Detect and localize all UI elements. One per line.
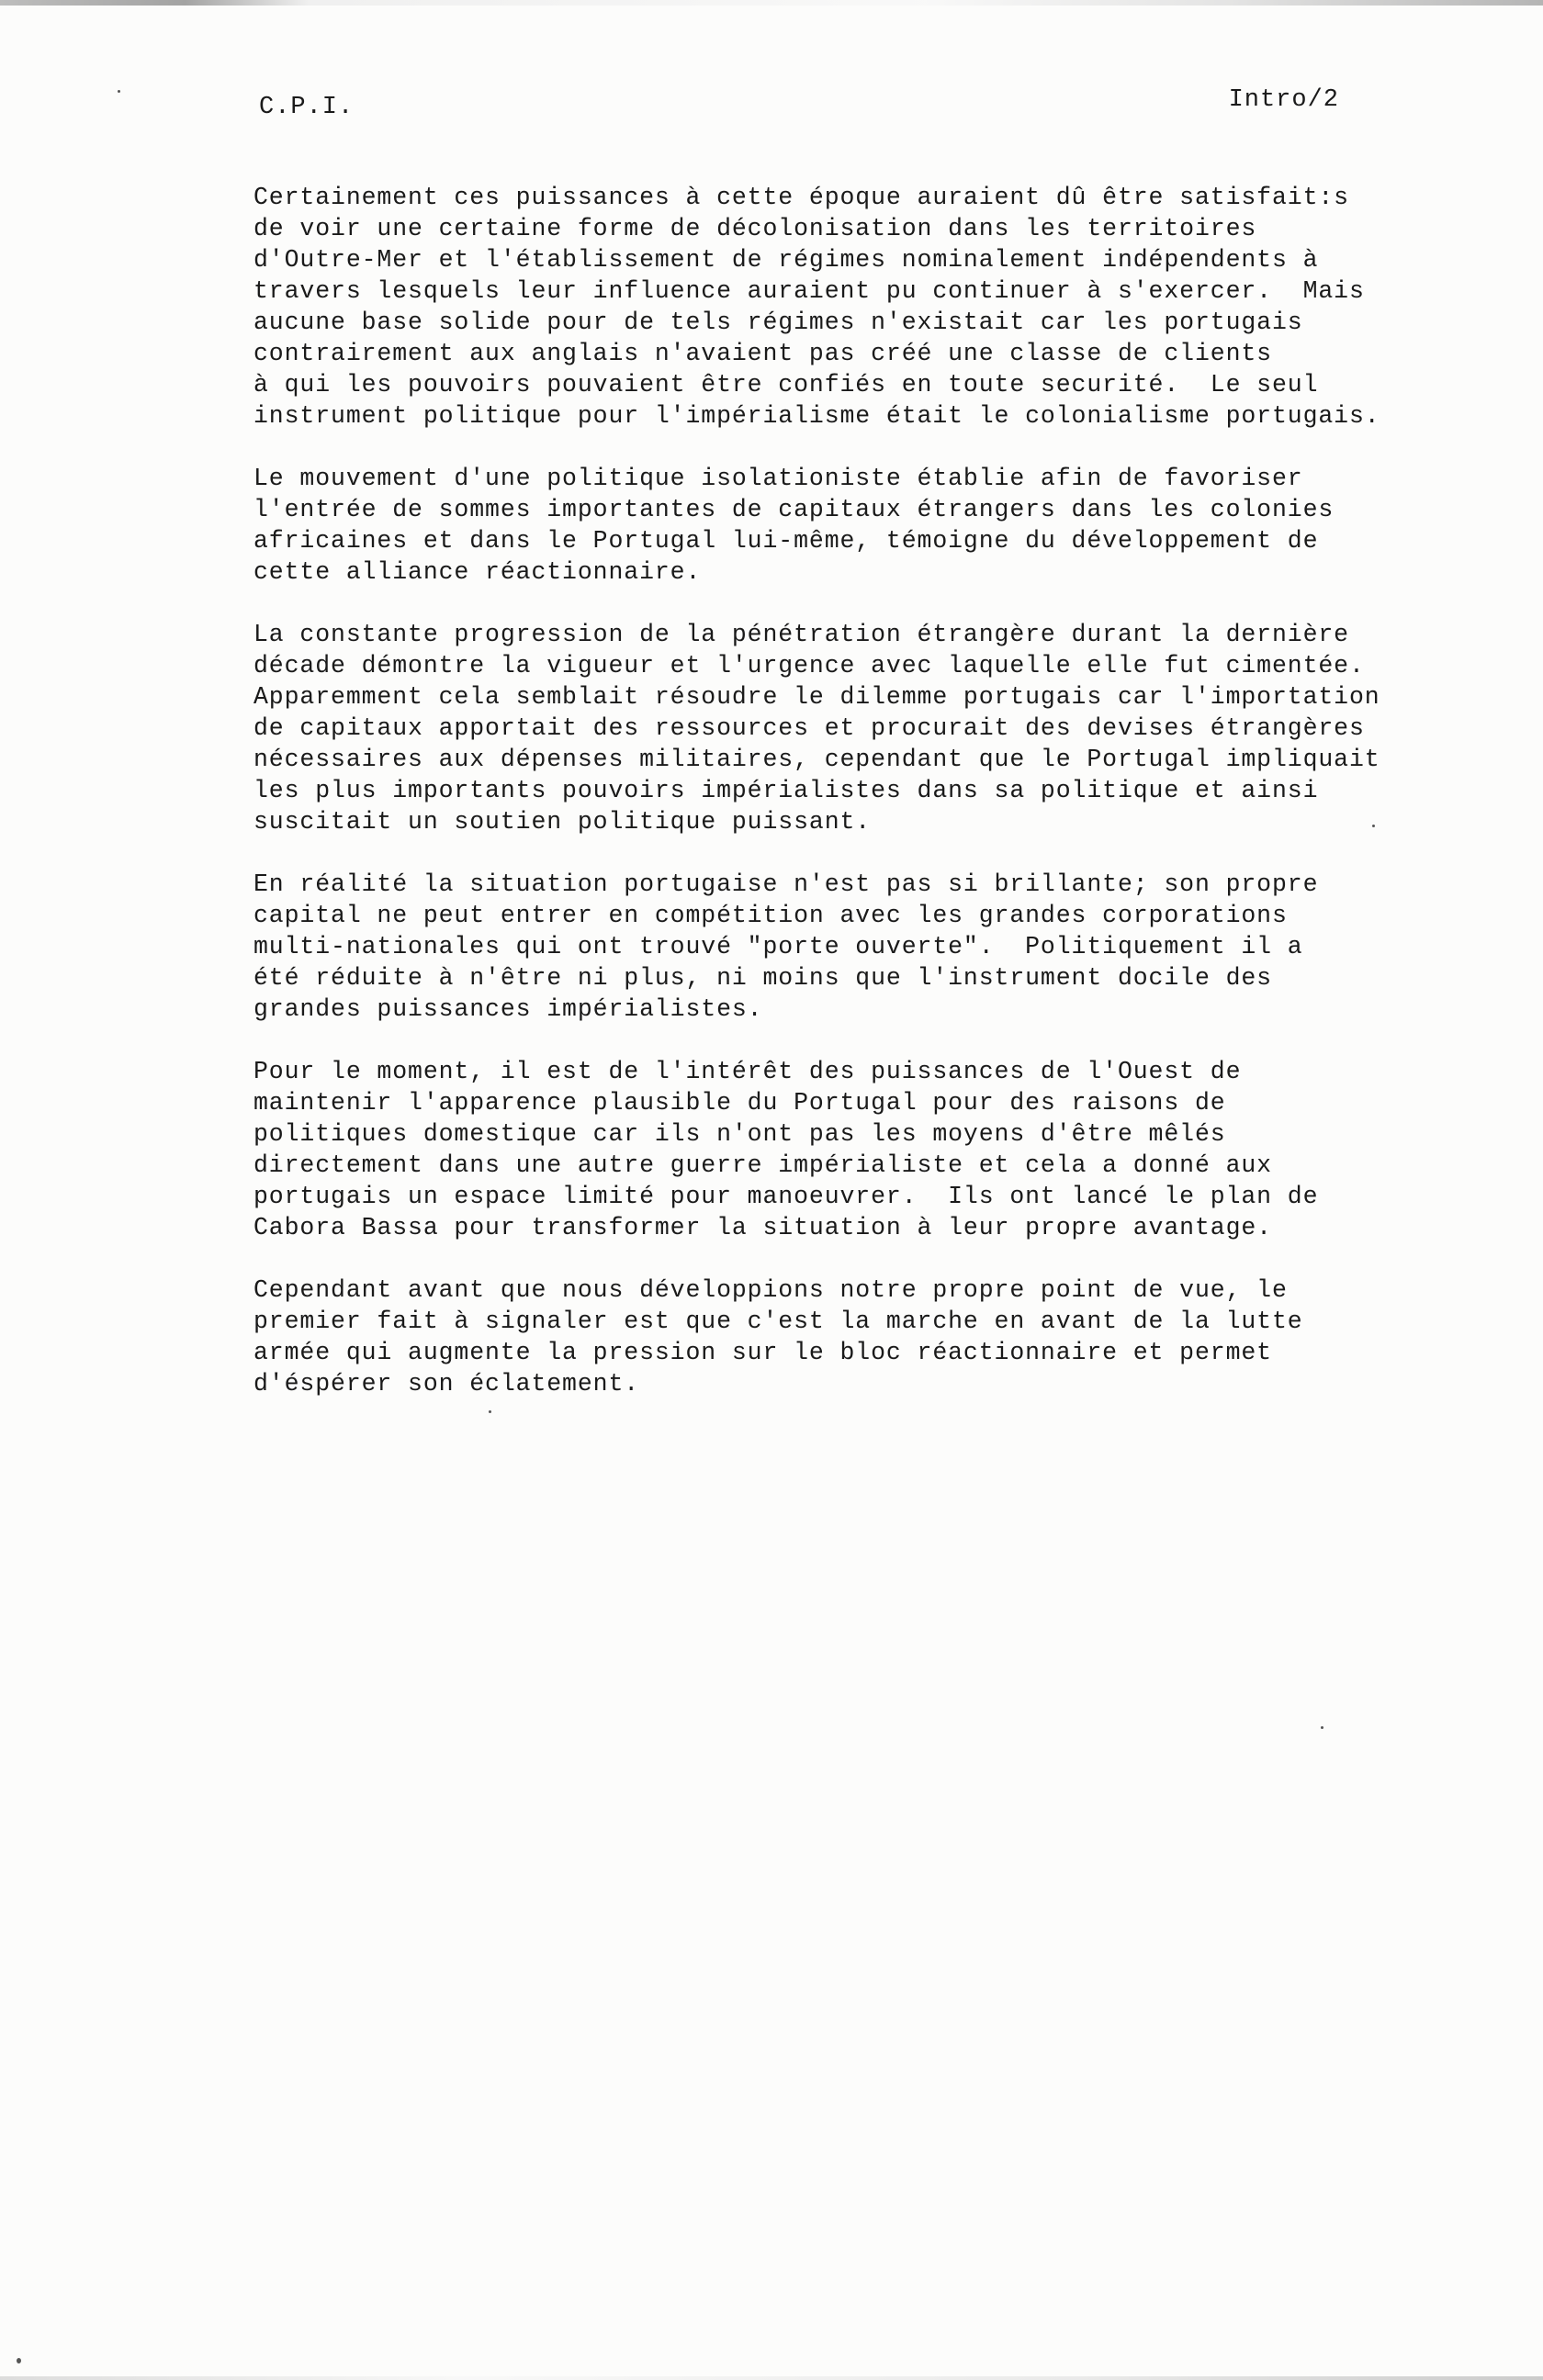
text-line: l'entrée de sommes importantes de capitaux étrangers dans les colonies (253, 496, 1335, 523)
text-line: de voir une certaine forme de décolonisation dans les territoires (253, 215, 1257, 242)
text-line: contrairement aux anglais n'avaient pas créé une classe de clients (253, 340, 1272, 367)
text-line: cette alliance réactionnaire. (253, 558, 702, 586)
text-line: Pour le moment, il est de l'intérêt des puissances de l'Ouest de (253, 1058, 1242, 1085)
text-line: directement dans une autre guerre impérialiste et cela a donné aux (253, 1151, 1272, 1179)
text-line: armée qui augmente la pression sur le bloc réactionnaire et permet (253, 1339, 1272, 1366)
text-line: aucune base solide pour de tels régimes n'existait car les portugais (253, 309, 1303, 336)
text-line: grandes puissances impérialistes. (253, 995, 763, 1023)
text-line: Certainement ces puissances à cette époque auraient dû être satisfait:s (253, 184, 1349, 211)
text-line: travers lesquels leur influence auraient pu continuer à s'exercer. Mais (253, 277, 1365, 305)
text-line: politiques domestique car ils n'ont pas les moyens d'être mêlés (253, 1120, 1226, 1148)
text-line: multi-nationales qui ont trouvé "porte ouverte". Politiquement il a (253, 933, 1303, 960)
paragraph (253, 619, 1411, 837)
text-line: Cependant avant que nous développions notre propre point de vue, le (253, 1276, 1288, 1304)
text-line: d'Outre-Mer et l'établissement de régimes nominalement indépendents à (253, 246, 1319, 274)
scan-speck (17, 2358, 21, 2363)
text-line: Le mouvement d'une politique isolationiste établie afin de favoriser (253, 465, 1303, 492)
text-line: En réalité la situation portugaise n'est pas si brillante; son propre (253, 870, 1319, 898)
page-number-label: Intro/2 (1228, 86, 1339, 114)
text-line: instrument politique pour l'impérialisme était le colonialisme portugais. (253, 402, 1380, 430)
scan-edge-top (0, 0, 1543, 6)
text-line: Cabora Bassa pour transformer la situation à leur propre avantage. (253, 1214, 1272, 1241)
text-line: de capitaux apportait des ressources et procurait des devises étrangères (253, 714, 1365, 742)
text-line: décade démontre la vigueur et l'urgence avec laquelle elle fut cimentée. (253, 652, 1365, 679)
scan-speck (489, 1410, 491, 1413)
paragraph (253, 1056, 1411, 1243)
text-line: suscitait un soutien politique puissant. (253, 808, 872, 836)
scan-speck (1321, 1726, 1323, 1729)
text-line: les plus importants pouvoirs impérialistes dans sa politique et ainsi (253, 777, 1319, 804)
document-body (253, 182, 1411, 1431)
text-line: portugais un espace limité pour manoeuvrer. Ils ont lancé le plan de (253, 1183, 1319, 1210)
text-line: capital ne peut entrer en compétition avec les grandes corporations (253, 902, 1288, 929)
paragraph (253, 869, 1411, 1025)
scan-speck (1372, 825, 1375, 827)
paragraph (253, 1274, 1411, 1399)
paragraph (253, 182, 1411, 432)
text-line: nécessaires aux dépenses militaires, cependant que le Portugal impliquait (253, 746, 1380, 773)
text-line: été réduite à n'être ni plus, ni moins que l'instrument docile des (253, 964, 1272, 992)
text-line: à qui les pouvoirs pouvaient être confiés en toute securité. Le seul (253, 371, 1319, 399)
text-line: La constante progression de la pénétration étrangère durant la dernière (253, 621, 1349, 648)
scan-edge-bottom (0, 2376, 1543, 2380)
text-line: maintenir l'apparence plausible du Portugal pour des raisons de (253, 1089, 1226, 1117)
scan-speck (118, 90, 120, 93)
header-left-label: C.P.I. (259, 94, 355, 121)
text-line: premier fait à signaler est que c'est la marche en avant de la lutte (253, 1308, 1303, 1335)
paragraph (253, 463, 1411, 588)
text-line: africaines et dans le Portugal lui-même, témoigne du développement de (253, 527, 1319, 555)
text-line: d'éspérer son éclatement. (253, 1370, 640, 1398)
text-line: Apparemment cela semblait résoudre le dilemme portugais car l'importation (253, 683, 1380, 711)
